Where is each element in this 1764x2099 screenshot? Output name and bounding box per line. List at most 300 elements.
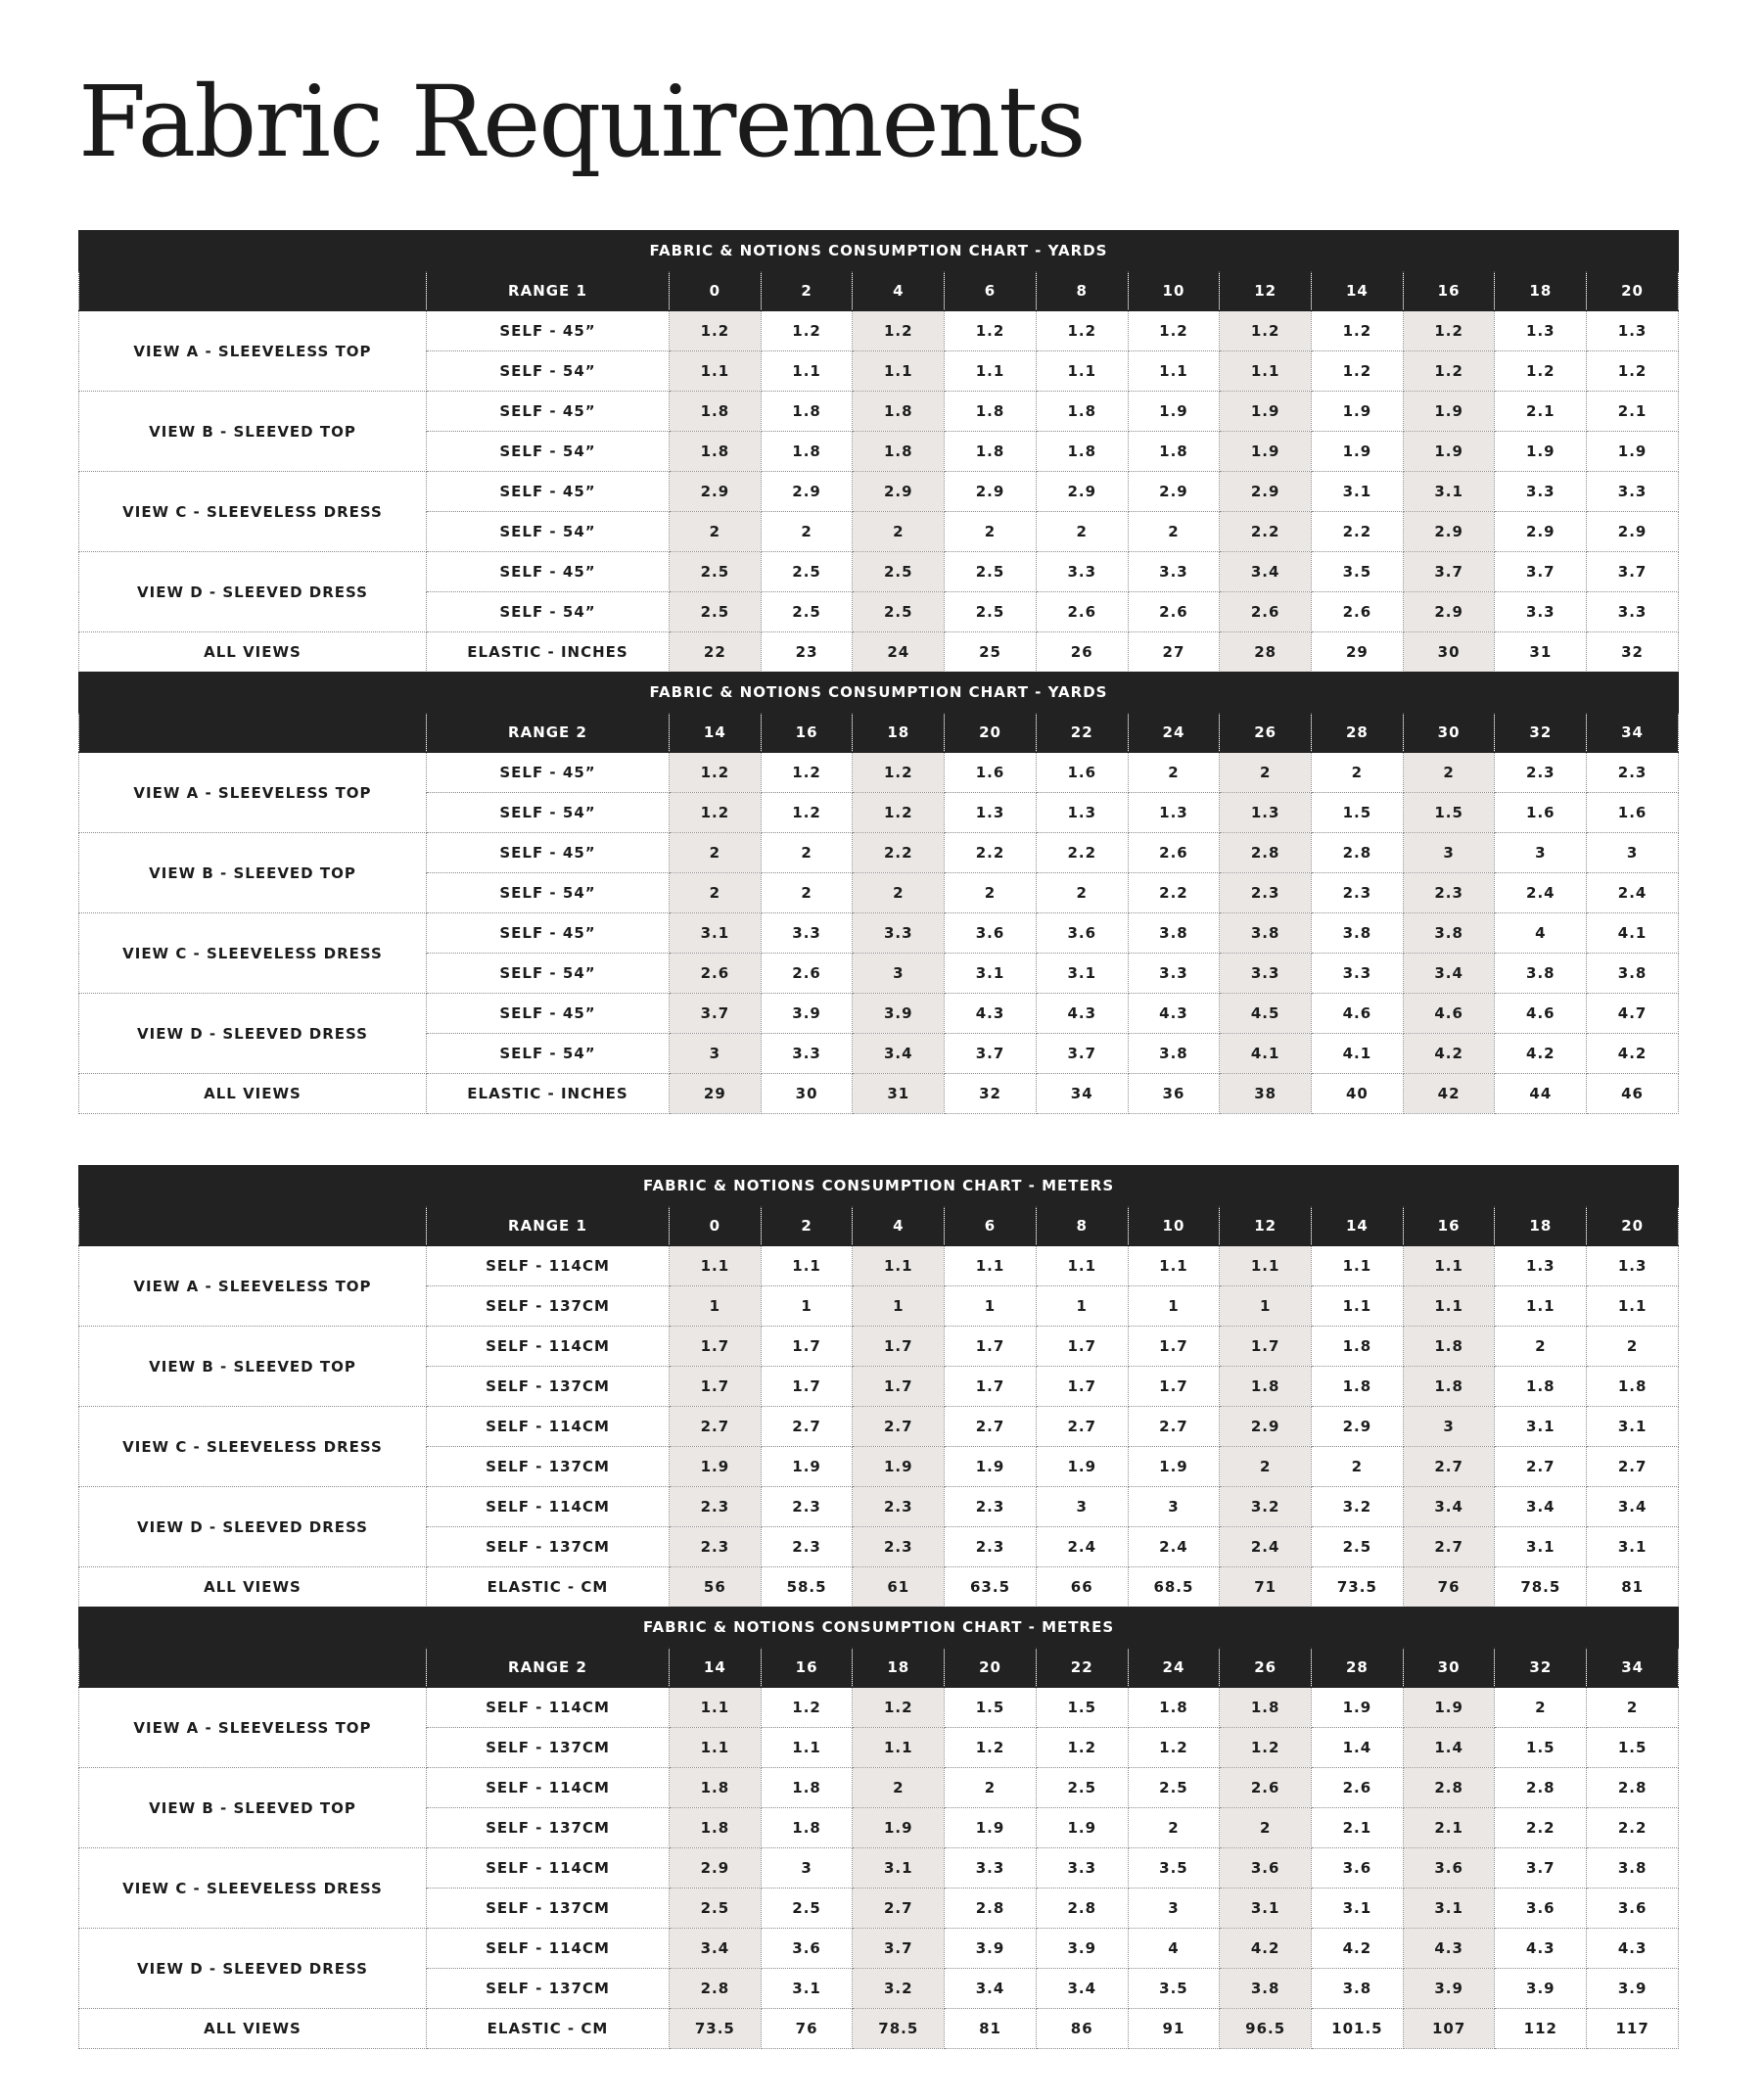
value-cell: 1.1 [853,1728,945,1768]
value-cell: 3.7 [853,1929,945,1969]
value-cell: 3.5 [1128,1848,1220,1889]
value-cell: 3.3 [1036,552,1128,592]
value-cell: 1.7 [761,1327,853,1367]
value-cell: 4.1 [1220,1034,1312,1074]
value-cell: 2 [1312,1447,1404,1487]
value-cell: 3.8 [1128,913,1220,954]
view-label: ALL VIEWS [79,1074,427,1114]
view-label: VIEW B - SLEEVED TOP [79,833,427,913]
header-blank-cell [79,1648,427,1688]
value-cell: 2 [761,512,853,552]
value-cell: 1.8 [853,432,945,472]
value-cell: 2.8 [1495,1768,1587,1808]
value-cell: 1.2 [1587,351,1679,392]
value-cell: 1.9 [1403,392,1495,432]
value-cell: 1.7 [1128,1367,1220,1407]
value-cell: 1.2 [1403,311,1495,351]
value-cell: 2.7 [1128,1407,1220,1447]
value-cell: 1.2 [1128,311,1220,351]
value-cell: 1.1 [1587,1286,1679,1327]
value-cell: 3.8 [1495,954,1587,994]
value-cell: 1.1 [1128,1246,1220,1286]
value-cell: 2 [853,873,945,913]
value-cell: 2.8 [1403,1768,1495,1808]
size-header: 20 [945,1648,1037,1688]
value-cell: 1.9 [853,1447,945,1487]
value-cell: 2.8 [1587,1768,1679,1808]
table-row [79,632,1679,673]
value-cell: 1.9 [1128,392,1220,432]
value-cell: 2.5 [945,552,1037,592]
view-label: VIEW D - SLEEVED DRESS [79,552,427,632]
table-row [79,913,1679,954]
size-header: 10 [1128,1206,1220,1246]
value-cell: 1 [761,1286,853,1327]
value-cell: 2.6 [1128,833,1220,873]
size-header: 8 [1036,271,1128,311]
value-cell: 1 [1036,1286,1128,1327]
value-cell: 3.9 [761,994,853,1034]
value-cell: 2.3 [945,1527,1037,1567]
value-cell: 1.2 [1495,351,1587,392]
size-header: 6 [945,1206,1037,1246]
value-cell: 1 [853,1286,945,1327]
value-cell: 25 [945,632,1037,673]
value-cell: 1.3 [1036,793,1128,833]
value-cell: 1.6 [945,753,1037,793]
value-cell: 1.9 [1403,1688,1495,1728]
value-cell: 1.1 [761,351,853,392]
value-cell: 3.2 [1312,1487,1404,1527]
value-cell: 2 [670,833,762,873]
fabric-label: SELF - 137CM [427,1286,670,1327]
value-cell: 42 [1403,1074,1495,1114]
value-cell: 4.3 [1128,994,1220,1034]
value-cell: 1.3 [1587,1246,1679,1286]
fabric-label: SELF - 45” [427,392,670,432]
fabric-label: SELF - 54” [427,1034,670,1074]
value-cell: 1.2 [853,793,945,833]
value-cell: 2.5 [945,592,1037,632]
value-cell: 1.8 [945,432,1037,472]
value-cell: 24 [853,632,945,673]
value-cell: 3 [1495,833,1587,873]
chart-title-row [79,1608,1679,1648]
range-label: RANGE 2 [427,713,670,753]
value-cell: 2 [945,873,1037,913]
size-header-row [79,271,1679,311]
value-cell: 2.7 [1403,1447,1495,1487]
chart-title: FABRIC & NOTIONS CONSUMPTION CHART - METRES [79,1608,1679,1648]
value-cell: 3.4 [670,1929,762,1969]
header-blank-cell [79,271,427,311]
value-cell: 3.5 [1128,1969,1220,2009]
value-cell: 3.9 [1495,1969,1587,2009]
fabric-label: SELF - 45” [427,833,670,873]
table-row [79,1567,1679,1608]
value-cell: 2.8 [1312,833,1404,873]
value-cell: 2.9 [670,472,762,512]
value-cell: 2 [1495,1688,1587,1728]
view-label: VIEW D - SLEEVED DRESS [79,1929,427,2009]
value-cell: 30 [761,1074,853,1114]
value-cell: 3.8 [1220,913,1312,954]
value-cell: 4.2 [1220,1929,1312,1969]
value-cell: 61 [853,1567,945,1608]
value-cell: 3 [1036,1487,1128,1527]
value-cell: 3.4 [1036,1969,1128,2009]
chart-title: FABRIC & NOTIONS CONSUMPTION CHART - YARDS [79,673,1679,713]
table-row [79,1074,1679,1114]
table-row [79,994,1679,1034]
value-cell: 2.9 [945,472,1037,512]
view-label: ALL VIEWS [79,632,427,673]
value-cell: 32 [945,1074,1037,1114]
fabric-label: ELASTIC - CM [427,2009,670,2049]
value-cell: 2.5 [670,592,762,632]
value-cell: 3.1 [853,1848,945,1889]
value-cell: 3.9 [945,1929,1037,1969]
value-cell: 1.8 [1220,1367,1312,1407]
fabric-label: SELF - 54” [427,512,670,552]
value-cell: 2 [1036,512,1128,552]
value-cell: 2 [1403,753,1495,793]
value-cell: 2.3 [670,1487,762,1527]
value-cell: 3 [1403,833,1495,873]
value-cell: 2.3 [1312,873,1404,913]
value-cell: 1.8 [670,1768,762,1808]
value-cell: 2.2 [945,833,1037,873]
value-cell: 3.1 [1587,1407,1679,1447]
value-cell: 3.3 [1128,552,1220,592]
value-cell: 2.5 [670,552,762,592]
chart-title-row [79,1166,1679,1206]
fabric-label: ELASTIC - INCHES [427,632,670,673]
value-cell: 2.1 [1403,1808,1495,1848]
value-cell: 2.9 [1587,512,1679,552]
fabric-label: SELF - 54” [427,432,670,472]
table-row [79,1929,1679,1969]
value-cell: 4.3 [1403,1929,1495,1969]
value-cell: 3.6 [1587,1889,1679,1929]
value-cell: 3.4 [1495,1487,1587,1527]
value-cell: 1.7 [853,1327,945,1367]
value-cell: 107 [1403,2009,1495,2049]
size-header: 12 [1220,271,1312,311]
value-cell: 1.2 [761,1688,853,1728]
view-label: VIEW B - SLEEVED TOP [79,1768,427,1848]
value-cell: 1.9 [1312,392,1404,432]
value-cell: 1.1 [761,1728,853,1768]
value-cell: 2.7 [1036,1407,1128,1447]
size-header: 8 [1036,1206,1128,1246]
consumption-chart-yards-range-1 [78,230,1679,673]
size-header: 20 [1587,1206,1679,1246]
value-cell: 1.7 [670,1327,762,1367]
value-cell: 1.1 [1312,1286,1404,1327]
size-header: 18 [853,713,945,753]
size-header: 24 [1128,713,1220,753]
value-cell: 29 [670,1074,762,1114]
fabric-label: SELF - 45” [427,552,670,592]
value-cell: 86 [1036,2009,1128,2049]
view-label: VIEW C - SLEEVELESS DRESS [79,472,427,552]
value-cell: 1.3 [945,793,1037,833]
value-cell: 1.9 [1036,1808,1128,1848]
range-label: RANGE 1 [427,271,670,311]
value-cell: 31 [853,1074,945,1114]
header-blank-cell [79,1206,427,1246]
value-cell: 3.2 [853,1969,945,2009]
value-cell: 1.2 [1220,311,1312,351]
value-cell: 1.8 [1495,1367,1587,1407]
value-cell: 117 [1587,2009,1679,2049]
consumption-chart-metres-range-2 [78,1607,1679,2049]
value-cell: 2.8 [670,1969,762,2009]
value-cell: 2 [853,512,945,552]
value-cell: 1.2 [853,1688,945,1728]
range-label: RANGE 1 [427,1206,670,1246]
value-cell: 68.5 [1128,1567,1220,1608]
view-label: VIEW B - SLEEVED TOP [79,392,427,472]
value-cell: 4.2 [1495,1034,1587,1074]
value-cell: 1.3 [1220,793,1312,833]
fabric-label: SELF - 54” [427,351,670,392]
value-cell: 1.9 [1312,432,1404,472]
value-cell: 3.9 [1036,1929,1128,1969]
view-label: VIEW D - SLEEVED DRESS [79,994,427,1074]
value-cell: 3.7 [1036,1034,1128,1074]
value-cell: 1.2 [761,793,853,833]
size-header: 10 [1128,271,1220,311]
value-cell: 2.3 [945,1487,1037,1527]
table-row [79,1327,1679,1367]
value-cell: 4.6 [1312,994,1404,1034]
value-cell: 1.9 [761,1447,853,1487]
value-cell: 3.9 [853,994,945,1034]
value-cell: 2 [1587,1327,1679,1367]
value-cell: 1.1 [1403,1246,1495,1286]
fabric-label: SELF - 114CM [427,1487,670,1527]
value-cell: 3 [853,954,945,994]
value-cell: 3.2 [1220,1487,1312,1527]
value-cell: 3.6 [1312,1848,1404,1889]
value-cell: 4 [1128,1929,1220,1969]
value-cell: 1.6 [1587,793,1679,833]
value-cell: 1.7 [853,1367,945,1407]
fabric-label: SELF - 137CM [427,1808,670,1848]
value-cell: 3.1 [670,913,762,954]
value-cell: 40 [1312,1074,1404,1114]
view-label: VIEW A - SLEEVELESS TOP [79,311,427,392]
value-cell: 46 [1587,1074,1679,1114]
size-header: 28 [1312,713,1404,753]
value-cell: 3.3 [1495,592,1587,632]
value-cell: 2.5 [761,592,853,632]
fabric-label: SELF - 137CM [427,1447,670,1487]
view-label: VIEW D - SLEEVED DRESS [79,1487,427,1567]
value-cell: 2.6 [1312,592,1404,632]
value-cell: 1 [670,1286,762,1327]
chart-title-row [79,231,1679,271]
range-label: RANGE 2 [427,1648,670,1688]
value-cell: 3.4 [1403,954,1495,994]
value-cell: 1.5 [945,1688,1037,1728]
consumption-chart-meters-range-1 [78,1165,1679,1608]
table-row [79,753,1679,793]
value-cell: 1.3 [1495,311,1587,351]
value-cell: 1.9 [1036,1447,1128,1487]
value-cell: 1.8 [670,432,762,472]
value-cell: 1.8 [1312,1367,1404,1407]
value-cell: 1.1 [670,351,762,392]
value-cell: 1.1 [1036,1246,1128,1286]
value-cell: 1.7 [761,1367,853,1407]
value-cell: 3.1 [1403,472,1495,512]
size-header: 26 [1220,1648,1312,1688]
value-cell: 1.2 [670,311,762,351]
size-header: 0 [670,1206,762,1246]
value-cell: 2.7 [945,1407,1037,1447]
value-cell: 1.1 [945,351,1037,392]
value-cell: 4.2 [1587,1034,1679,1074]
fabric-label: ELASTIC - INCHES [427,1074,670,1114]
value-cell: 32 [1587,632,1679,673]
value-cell: 1.1 [670,1688,762,1728]
value-cell: 2.4 [1495,873,1587,913]
value-cell: 44 [1495,1074,1587,1114]
value-cell: 3.1 [1220,1889,1312,1929]
size-header: 18 [1495,271,1587,311]
value-cell: 4.7 [1587,994,1679,1034]
value-cell: 3.6 [1036,913,1128,954]
value-cell: 30 [1403,632,1495,673]
size-header-row [79,1648,1679,1688]
value-cell: 2.9 [1220,472,1312,512]
chart-title-row [79,673,1679,713]
table-row [79,833,1679,873]
value-cell: 1 [1128,1286,1220,1327]
value-cell: 3.3 [1312,954,1404,994]
value-cell: 2.3 [670,1527,762,1567]
value-cell: 2.9 [1036,472,1128,512]
value-cell: 3.1 [1587,1527,1679,1567]
value-cell: 3.1 [1312,1889,1404,1929]
value-cell: 2 [1036,873,1128,913]
table-row [79,1768,1679,1808]
value-cell: 3.7 [1495,1848,1587,1889]
value-cell: 1.2 [853,311,945,351]
size-header: 26 [1220,713,1312,753]
value-cell: 1.7 [945,1367,1037,1407]
value-cell: 2.9 [1220,1407,1312,1447]
value-cell: 1.2 [1312,351,1404,392]
value-cell: 1.1 [1220,1246,1312,1286]
value-cell: 101.5 [1312,2009,1404,2049]
size-header: 30 [1403,1648,1495,1688]
value-cell: 1.2 [945,1728,1037,1768]
table-row [79,311,1679,351]
value-cell: 2.9 [670,1848,762,1889]
value-cell: 2 [1587,1688,1679,1728]
value-cell: 1.8 [1312,1327,1404,1367]
value-cell: 3.6 [1403,1848,1495,1889]
value-cell: 3.7 [1495,552,1587,592]
value-cell: 1.8 [853,392,945,432]
value-cell: 3.3 [945,1848,1037,1889]
value-cell: 4.1 [1587,913,1679,954]
value-cell: 1.1 [853,1246,945,1286]
value-cell: 3.6 [945,913,1037,954]
size-header: 2 [761,271,853,311]
value-cell: 1.9 [670,1447,762,1487]
fabric-label: ELASTIC - CM [427,1567,670,1608]
value-cell: 3.4 [1220,552,1312,592]
value-cell: 2.5 [853,592,945,632]
value-cell: 1.5 [1312,793,1404,833]
value-cell: 1.8 [1220,1688,1312,1728]
value-cell: 2.2 [853,833,945,873]
value-cell: 78.5 [1495,1567,1587,1608]
value-cell: 3.6 [1495,1889,1587,1929]
view-label: VIEW B - SLEEVED TOP [79,1327,427,1407]
value-cell: 23 [761,632,853,673]
value-cell: 2.4 [1587,873,1679,913]
size-header: 18 [1495,1206,1587,1246]
view-label: VIEW C - SLEEVELESS DRESS [79,1407,427,1487]
value-cell: 2 [761,873,853,913]
value-cell: 1.1 [1220,351,1312,392]
value-cell: 2.1 [1587,392,1679,432]
value-cell: 1.7 [1036,1367,1128,1407]
size-header: 34 [1587,713,1679,753]
size-header: 14 [1312,271,1404,311]
value-cell: 1.8 [1036,392,1128,432]
value-cell: 2.4 [1128,1527,1220,1567]
value-cell: 3 [1587,833,1679,873]
size-header: 30 [1403,713,1495,753]
value-cell: 3.8 [1128,1034,1220,1074]
value-cell: 1.1 [1495,1286,1587,1327]
value-cell: 4.6 [1403,994,1495,1034]
value-cell: 3.9 [1403,1969,1495,2009]
value-cell: 73.5 [670,2009,762,2049]
value-cell: 3.9 [1587,1969,1679,2009]
value-cell: 3 [1128,1889,1220,1929]
value-cell: 1.7 [1128,1327,1220,1367]
size-header: 20 [1587,271,1679,311]
value-cell: 81 [945,2009,1037,2049]
value-cell: 1.8 [1587,1367,1679,1407]
fabric-label: SELF - 114CM [427,1327,670,1367]
value-cell: 2.6 [670,954,762,994]
value-cell: 2.5 [1036,1768,1128,1808]
fabric-label: SELF - 114CM [427,1407,670,1447]
value-cell: 2.7 [853,1407,945,1447]
value-cell: 2.5 [1312,1527,1404,1567]
fabric-label: SELF - 137CM [427,1527,670,1567]
page-title: Fabric Requirements [78,65,1085,179]
value-cell: 1.6 [1036,753,1128,793]
value-cell: 71 [1220,1567,1312,1608]
size-header-row [79,1206,1679,1246]
value-cell: 1.8 [761,1808,853,1848]
size-header: 16 [761,1648,853,1688]
value-cell: 112 [1495,2009,1587,2049]
table-row [79,392,1679,432]
fabric-label: SELF - 45” [427,994,670,1034]
fabric-label: SELF - 137CM [427,1889,670,1929]
